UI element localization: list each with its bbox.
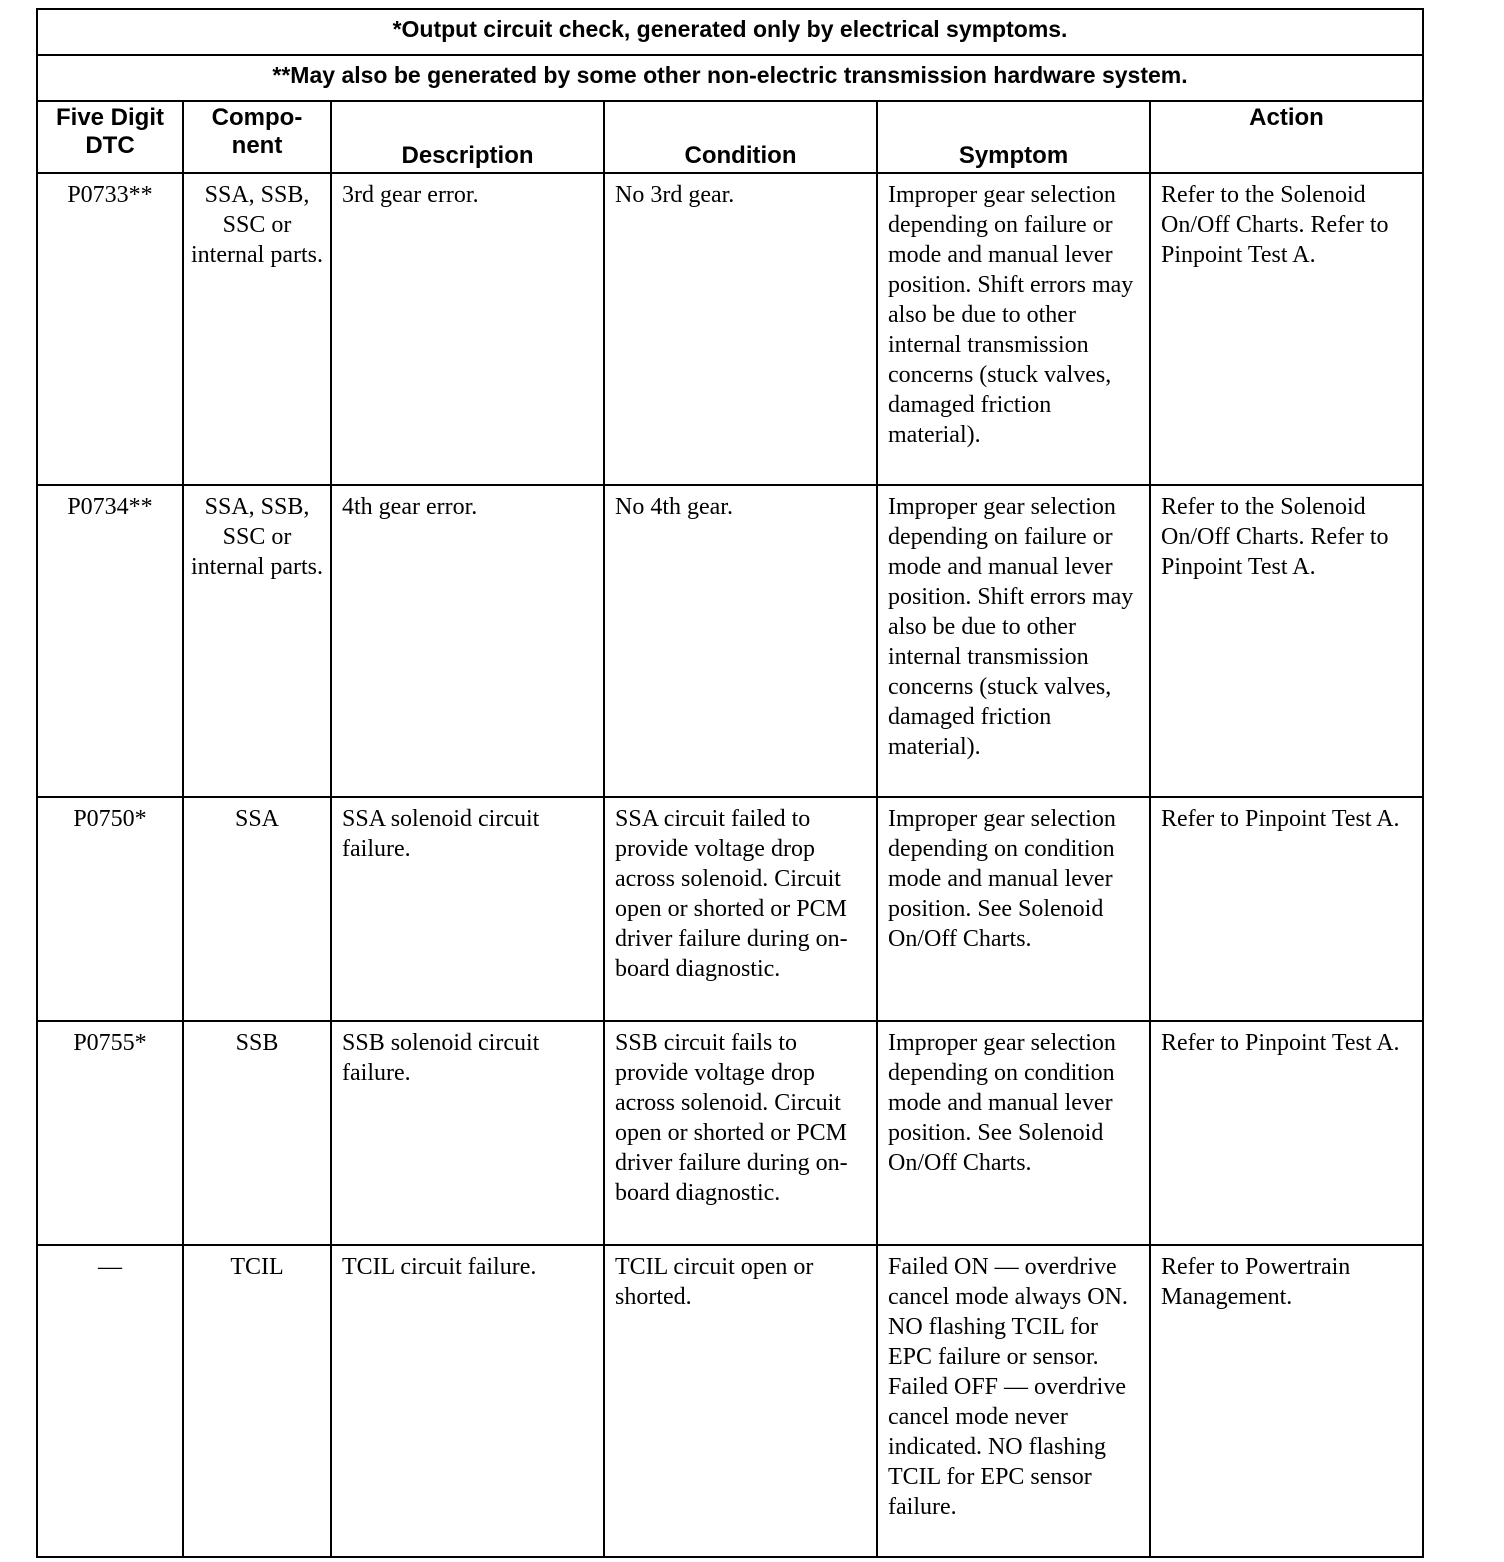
header-action: Action: [1150, 101, 1423, 173]
cell-dtc: P0750*: [37, 797, 183, 1021]
cell-description: TCIL circuit failure.: [331, 1245, 604, 1557]
cell-component: TCIL: [183, 1245, 331, 1557]
header-dtc: [37, 101, 183, 173]
note-row-other-hardware: [37, 55, 1423, 101]
header-condition: Condition: [604, 101, 877, 173]
cell-symptom: Improper gear selection depending on failure or mode and manual lever position. Shift errors may also be due to other internal transmission concerns (stuck valves, damaged friction material).: [877, 485, 1150, 797]
header-description: Description: [331, 101, 604, 173]
cell-condition: SSA circuit failed to provide voltage drop across solenoid. Circuit open or shorted or PCM driver failure during on-board diagnostic.: [604, 797, 877, 1021]
cell-description: 4th gear error.: [331, 485, 604, 797]
cell-component: SSA, SSB, SSC or internal parts.: [183, 485, 331, 797]
header-symptom: Symptom: [877, 101, 1150, 173]
cell-component: SSA, SSB, SSC or internal parts.: [183, 173, 331, 485]
cell-action: Refer to the Solenoid On/Off Charts. Refer to Pinpoint Test A.: [1150, 173, 1423, 485]
cell-dtc: P0755*: [37, 1021, 183, 1245]
header-dtc-line1: Five Digit: [55, 104, 164, 131]
note-row-output-circuit: [37, 9, 1423, 55]
header-dtc-line2: DTC: [85, 132, 135, 159]
cell-symptom: Improper gear selection depending on failure or mode and manual lever position. Shift errors may also be due to other internal transmission concerns (stuck valves, damaged friction material).: [877, 173, 1150, 485]
cell-condition: No 3rd gear.: [604, 173, 877, 485]
cell-component: SSA: [183, 797, 331, 1021]
dtc-table: [36, 8, 1424, 1558]
cell-condition: TCIL circuit open or shorted.: [604, 1245, 877, 1557]
table-row: [37, 173, 1423, 485]
cell-dtc: P0733**: [37, 173, 183, 485]
table-row: [37, 485, 1423, 797]
cell-component: SSB: [183, 1021, 331, 1245]
cell-condition: SSB circuit fails to provide voltage drop across solenoid. Circuit open or shorted or PCM driver failure during on-board diagnostic.: [604, 1021, 877, 1245]
table-row: [37, 797, 1423, 1021]
cell-symptom: Improper gear selection depending on condition mode and manual lever position. See Solenoid On/Off Charts.: [877, 797, 1150, 1021]
cell-action: Refer to Powertrain Management.: [1150, 1245, 1423, 1557]
note-other-hardware: **May also be generated by some other non-electric transmission hardware system.: [37, 55, 1423, 101]
dtc-chart-page: [36, 8, 1422, 1558]
note-output-circuit: *Output circuit check, generated only by electrical symptoms.: [37, 9, 1423, 55]
table-header-row: [37, 101, 1423, 173]
cell-symptom: Improper gear selection depending on condition mode and manual lever position. See Solenoid On/Off Charts.: [877, 1021, 1150, 1245]
cell-description: SSA solenoid circuit failure.: [331, 797, 604, 1021]
table-row: [37, 1021, 1423, 1245]
header-component-line1: Compo-: [211, 104, 303, 131]
cell-condition: No 4th gear.: [604, 485, 877, 797]
cell-description: SSB solenoid circuit failure.: [331, 1021, 604, 1245]
header-component-line2: nent: [231, 132, 283, 159]
cell-description: 3rd gear error.: [331, 173, 604, 485]
table-row: [37, 1245, 1423, 1557]
cell-dtc: —: [37, 1245, 183, 1557]
cell-action: Refer to Pinpoint Test A.: [1150, 797, 1423, 1021]
cell-symptom: Failed ON — overdrive cancel mode always ON. NO flashing TCIL for EPC failure or sensor. Failed OFF — overdrive cancel mode never indicated. NO flashing TCIL for EPC sensor failure.: [877, 1245, 1150, 1557]
cell-dtc: P0734**: [37, 485, 183, 797]
cell-action: Refer to Pinpoint Test A.: [1150, 1021, 1423, 1245]
header-component: [183, 101, 331, 173]
cell-action: Refer to the Solenoid On/Off Charts. Refer to Pinpoint Test A.: [1150, 485, 1423, 797]
